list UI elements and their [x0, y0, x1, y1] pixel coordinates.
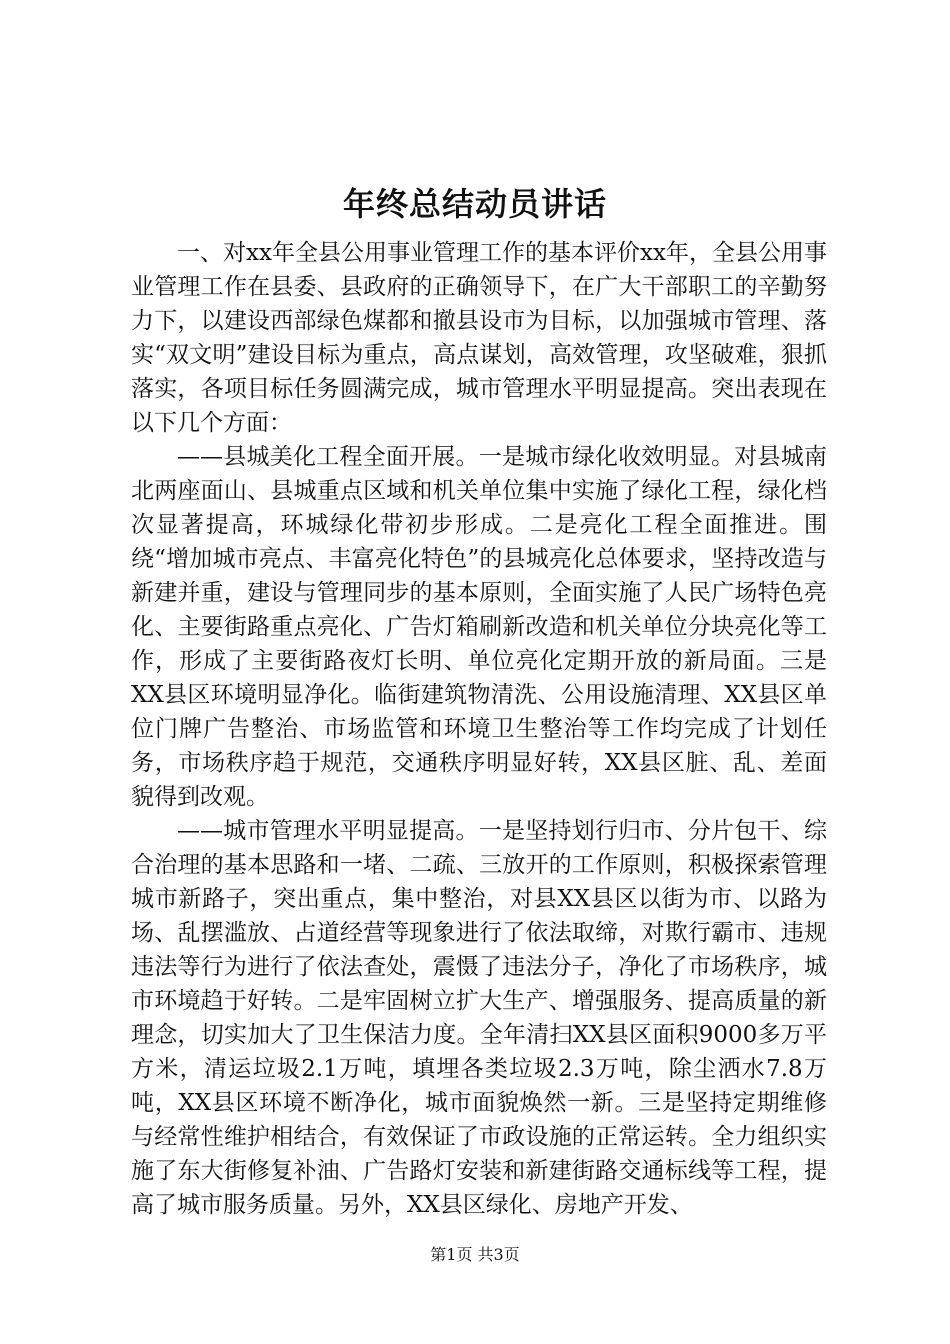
paragraph-beautification: ——县城美化工程全面开展。一是城市绿化收效明显。对县城南北两座面山、县城重点区域和机关单位集中实施了绿化工程，绿化档次显著提高，环城绿化带初步形成。二是亮化工程全面推进。围绕“增加城市亮点、丰富亮化特色”的县城亮化总体要求，坚持改造与新建并重，建设与管理同步的基本原则，全面实施了人民广场特色亮化、主要街路重点亮化、广告灯箱刷新改造和机关单位分块亮化等工作，形成了主要街路夜灯长明、单位亮化定期开放的新局面。三是XX县区环境明显净化。临街建筑物清洗、公用设施清理、XX县区单位门牌广告整治、市场监管和环境卫生整治等工作均完成了计划任务，市场秩序趋于规范，交通秩序明显好转，XX县区脏、乱、差面貌得到改观。 [131, 444, 827, 810]
page-footer: 第1页 共3页 [430, 1245, 520, 1264]
document-title: 年终总结动员讲话 [342, 185, 607, 223]
paragraph-management: ——城市管理水平明显提高。一是坚持划行归市、分片包干、综合治理的基本思路和一堵、二疏、三放开的工作原则，积极探索管理城市新路子，突出重点，集中整治，对县XX县区以街为市、以路为场、乱摆滥放、占道经营等现象进行了依法取缔，对欺行霸市、违规违法等行为进行了依法查处，震慑了违法分子，净化了市场秩序，城市环境趋于好转。二是牢固树立扩大生产、增强服务、提高质量的新理念，切实加大了卫生保洁力度。全年清扫XX县区面积9000多万平方米，清运垃圾2.1万吨，填埋各类垃圾2.3万吨，除尘洒水7.8万吨，XX县区环境不断净化，城市面貌焕然一新。三是坚持定期维修与经常性维护相结合，有效保证了市政设施的正常运转。全力组织实施了东大街修复补油、广告路灯安装和新建街路交通标线等工程，提高了城市服务质量。另外，XX县区绿化、房地产开发、 [131, 818, 827, 1218]
document-body [131, 236, 827, 1222]
paragraph-evaluation: 一、对xx年全县公用事业管理工作的基本评价xx年，全县公用事业管理工作在县委、县政府的正确领导下，在广大干部职工的辛勤努力下，以建设西部绿色煤都和撤县设市为目标，以加强城市管理、落实“双文明”建设目标为重点，高点谋划，高效管理，攻坚破难，狠抓落实，各项目标任务圆满完成，城市管理水平明显提高。突出表现在以下几个方面： [131, 240, 827, 436]
